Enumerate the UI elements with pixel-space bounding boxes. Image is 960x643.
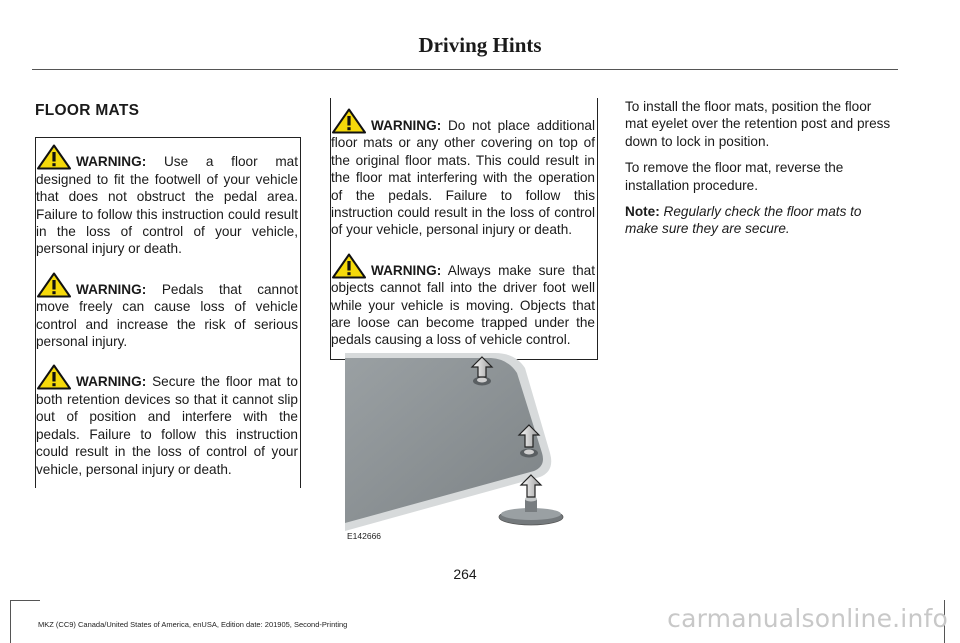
install-instruction: To install the floor mats, position the floor mat eyelet over the retention post and press down to lock in position. xyxy=(625,99,891,149)
warning-text: Use a floor mat designed to fit the footwell of your vehicle that does not obstruct the pedal area. Failure to follow this instruction could result in the loss of control of your vehicle, personal injury or death. xyxy=(36,154,298,257)
warning-label: WARNING: xyxy=(76,281,147,297)
warning-text: Secure the floor mat to both retention devices so that it cannot slip out of position and interfere with the pedals. Failure to follow this instruction could result in the loss of control of your vehicle, personal injury or death. xyxy=(36,374,298,477)
warning-label: WARNING: xyxy=(371,118,442,133)
section-heading: FLOOR MATS xyxy=(35,102,140,119)
column-3 xyxy=(625,98,897,247)
warning-item xyxy=(331,108,597,239)
warning-triangle-icon xyxy=(36,364,72,390)
warning-box-2 xyxy=(330,98,598,360)
footer-edition: MKZ (CC9) Canada/United States of America, enUSA, Edition date: 201905, Second-Printing xyxy=(38,620,348,629)
warning-label: WARNING: xyxy=(76,154,147,170)
warning-text: Pedals that cannot move freely can cause loss of vehicle control and increase the risk of serious personal injury. xyxy=(36,281,299,350)
warning-item xyxy=(331,253,597,349)
crop-mark xyxy=(10,600,11,643)
note xyxy=(625,203,897,238)
warning-item xyxy=(36,364,300,477)
warning-triangle-icon xyxy=(36,272,72,298)
warning-text: Do not place additional floor mats or any other covering on top of the original floor mats. This could result in the floor mat interfering with the operation of the pedals. Failure to follow this instruction could result in the loss of control of your vehicle, personal injury or death. xyxy=(331,118,595,238)
warning-triangle-icon xyxy=(331,253,367,279)
figure-id: E142666 xyxy=(347,531,382,541)
warning-text: Always make sure that objects cannot fall into the driver foot well while your vehicle is moving. Objects that are loose can become trapped under the pedals causing a loss of vehicle control. xyxy=(331,262,596,348)
warning-label: WARNING: xyxy=(76,374,147,390)
warning-item xyxy=(36,144,300,257)
page-header-title: Driving Hints xyxy=(418,33,542,57)
watermark: carmanualsonline.info xyxy=(667,604,948,633)
crop-mark xyxy=(10,600,40,601)
page-number: 264 xyxy=(453,566,477,582)
warning-triangle-icon xyxy=(331,108,367,134)
remove-instruction: To remove the floor mat, reverse the installation procedure. xyxy=(625,160,844,193)
floor-mat-illustration xyxy=(345,353,590,543)
warning-item xyxy=(36,272,300,351)
warning-box-1 xyxy=(35,137,301,488)
column-2 xyxy=(330,98,598,360)
note-text: Regularly check the floor mats to make sure they are secure. xyxy=(625,204,862,237)
warning-triangle-icon xyxy=(36,144,72,170)
note-label: Note: xyxy=(625,204,660,220)
header-rule xyxy=(32,69,898,70)
warning-label: WARNING: xyxy=(371,262,442,278)
column-1 xyxy=(35,98,301,488)
